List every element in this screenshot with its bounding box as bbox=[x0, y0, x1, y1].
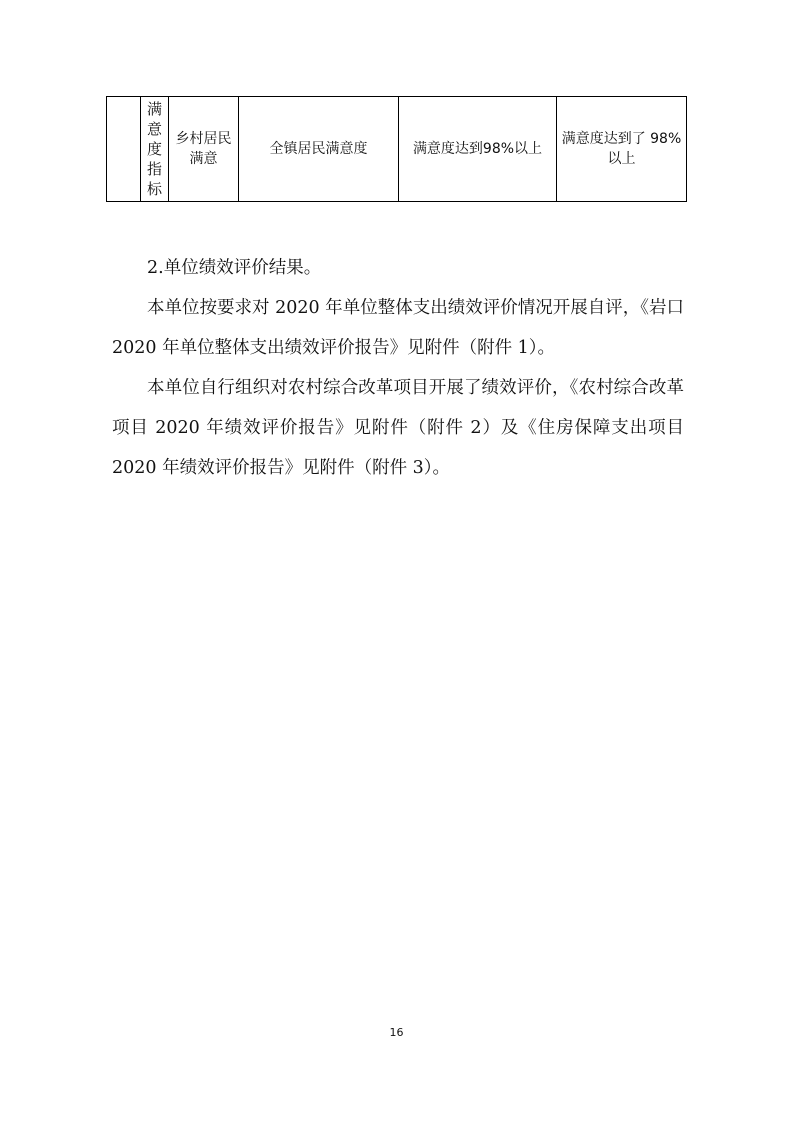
body-text bbox=[112, 248, 684, 488]
table-cell-indicator-name: 乡村居民满意 bbox=[169, 97, 239, 202]
table-cell-indicator-type-text: 满意度指标 bbox=[146, 100, 162, 198]
table-cell-actual-value: 满意度达到了 98%以上 bbox=[557, 97, 687, 202]
table-cell-indicator-content: 全镇居民满意度 bbox=[239, 97, 399, 202]
performance-table bbox=[106, 96, 687, 202]
table-cell-target-value: 满意度达到98%以上 bbox=[399, 97, 557, 202]
section-heading: 2.单位绩效评价结果。 bbox=[147, 258, 322, 278]
table-cell-indicator-type bbox=[141, 97, 169, 202]
paragraph: 本单位按要求对 2020 年单位整体支出绩效评价情况开展自评，《岩口 2020 年单位整体支出绩效评价报告》见附件（附件 1）。 bbox=[112, 298, 684, 358]
page-number: 16 bbox=[389, 1026, 404, 1039]
paragraph: 本单位自行组织对农村综合改革项目开展了绩效评价，《农村综合改革项目 2020 年绩效评价报告》见附件（附件 2）及《住房保障支出项目 2020 年绩效评价报告》见附件（附件 3）。 bbox=[112, 378, 684, 478]
table-row bbox=[107, 97, 687, 202]
table-cell-blank bbox=[107, 97, 141, 202]
